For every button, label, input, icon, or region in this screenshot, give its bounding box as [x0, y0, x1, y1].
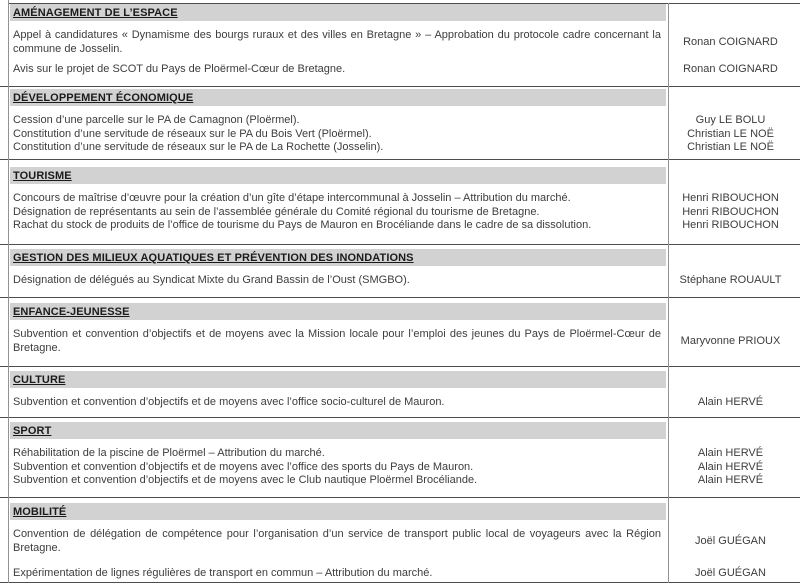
- rapporteur-name: Christian LE NOË: [687, 127, 774, 140]
- section-title: SPORT: [13, 424, 52, 437]
- rapporteur-name: Maryvonne PRIOUX: [680, 334, 781, 347]
- agenda-section: [0, 245, 800, 298]
- agenda-section: [0, 498, 800, 583]
- sections-stack: [0, 3, 800, 583]
- agenda-item-text: Désignation de délégués au Syndicat Mixte du Grand Bassin de l’Oust (SMGBO).: [13, 274, 410, 286]
- rapporteur-cell: [668, 567, 793, 581]
- rapporteur-name: Henri RIBOUCHON: [682, 205, 779, 218]
- rapporteur-cell: [668, 461, 793, 475]
- agenda-item-row: [0, 396, 800, 410]
- agenda-item-text: Concours de maîtrise d’œuvre pour la création d’un gîte d’étape intercommunal à Josselin – Attribution du marché.: [13, 192, 571, 204]
- agenda-item-row: [0, 114, 800, 128]
- agenda-section: [0, 160, 800, 245]
- agenda-item-text: Subvention et convention d’objectifs et de moyens avec la Mission locale pour l’emploi des jeunes du Pays de Ploërmel-Cœur de Bretagne.: [13, 328, 661, 354]
- rapporteur-cell: [668, 474, 793, 488]
- section-header-band: [10, 167, 666, 184]
- agenda-section: [0, 87, 800, 160]
- rapporteur-name: Alain HERVÉ: [697, 396, 764, 408]
- agenda-item-row: [0, 192, 800, 206]
- rapporteur-cell: [668, 274, 793, 288]
- agenda-item-row: [0, 528, 800, 555]
- rapporteur-name: Joël GUÉGAN: [695, 567, 766, 579]
- agenda-item-row: [0, 206, 800, 220]
- rapporteur-name: Joël GUÉGAN: [695, 534, 766, 547]
- agenda-item-text: Convention de délégation de compétence pour l’organisation d’un service de transport public local de voyageurs avec la Région Bretagne.: [13, 528, 661, 554]
- rapporteur-name: Alain HERVÉ: [697, 447, 764, 459]
- section-header-band: [10, 503, 666, 520]
- rapporteur-cell: [668, 141, 793, 155]
- agenda-item-row: [0, 474, 800, 488]
- rapporteur-name: Christian LE NOË: [687, 141, 774, 153]
- agenda-item-row: [0, 328, 800, 355]
- section-title: ENFANCE-JEUNESSE: [13, 305, 130, 318]
- section-header-band: [10, 249, 666, 266]
- agenda-item-row: [0, 447, 800, 461]
- agenda-item-text: Constitution d’une servitude de réseaux sur le PA de La Rochette (Josselin).: [13, 141, 384, 153]
- section-title: CULTURE: [13, 373, 66, 386]
- section-header-band: [10, 422, 666, 439]
- section-items: [0, 447, 800, 488]
- rapporteur-name: Guy LE BOLU: [695, 114, 766, 126]
- agenda-item-text: Désignation de représentants au sein de l’assemblée générale du Comité régional du tourisme de Bretagne.: [13, 205, 540, 218]
- rapporteur-cell: [668, 396, 793, 410]
- table-column-divider-line: [668, 3, 669, 583]
- rapporteur-cell: [668, 128, 793, 142]
- agenda-item-row: [0, 461, 800, 475]
- section-title: GESTION DES MILIEUX AQUATIQUES ET PRÉVENTION DES INONDATIONS: [13, 251, 414, 264]
- table-top-border: [9, 3, 800, 4]
- agenda-item-row: [0, 128, 800, 142]
- rapporteur-cell: [668, 528, 793, 555]
- section-header-band: [10, 4, 666, 21]
- rapporteur-name: Henri RIBOUCHON: [682, 192, 779, 204]
- agenda-item-text: Constitution d’une servitude de réseaux sur le PA du Bois Vert (Ploërmel).: [13, 127, 372, 140]
- agenda-item-row: [0, 29, 800, 56]
- section-items: [0, 396, 800, 410]
- section-items: [0, 328, 800, 355]
- rapporteur-name: Alain HERVÉ: [697, 474, 764, 486]
- agenda-item-text: Avis sur le projet de SCOT du Pays de Ploërmel-Cœur de Bretagne.: [13, 63, 346, 75]
- rapporteur-name: Alain HERVÉ: [697, 460, 764, 473]
- section-items: [0, 114, 800, 155]
- agenda-item-text: Expérimentation de lignes régulières de transport en commun – Attribution du marché.: [13, 567, 433, 579]
- rapporteur-name: Ronan COIGNARD: [683, 35, 778, 48]
- rapporteur-cell: [668, 114, 793, 128]
- agenda-item-text: Subvention et convention d’objectifs et de moyens avec l’office socio-culturel de Mauron.: [13, 396, 445, 408]
- rapporteur-cell: [668, 192, 793, 206]
- section-title: AMÉNAGEMENT DE L’ESPACE: [13, 6, 178, 19]
- rapporteur-name: Henri RIBOUCHON: [682, 219, 779, 231]
- agenda-item-row: [0, 219, 800, 233]
- section-title: MOBILITÉ: [13, 505, 67, 518]
- agenda-item-text: Cession d’une parcelle sur le PA de Camagnon (Ploërmel).: [13, 114, 300, 126]
- section-items: [0, 274, 800, 288]
- agenda-item-text: Subvention et convention d’objectifs et de moyens avec l’office des sports du Pays de Mauron.: [13, 460, 474, 473]
- section-title: TOURISME: [13, 169, 72, 182]
- agenda-item-text: Rachat du stock de produits de l’office de tourisme du Pays de Mauron en Brocéliande dans le cadre de sa dissolution.: [13, 219, 592, 231]
- rapporteur-cell: [668, 447, 793, 461]
- rapporteur-cell: [668, 29, 793, 56]
- rapporteur-cell: [668, 219, 793, 233]
- section-items: [0, 528, 800, 581]
- section-items: [0, 29, 800, 77]
- agenda-section: [0, 367, 800, 418]
- rapporteur-name: Stéphane ROUAULT: [679, 274, 782, 286]
- agenda-section: [0, 298, 800, 367]
- agenda-item-row: [0, 63, 800, 77]
- section-header-band: [10, 303, 666, 320]
- table-left-vertical-line: [8, 0, 9, 583]
- section-title: DÉVELOPPEMENT ÉCONOMIQUE: [13, 91, 194, 104]
- agenda-item-text: Appel à candidatures « Dynamisme des bourgs ruraux et des villes en Bretagne » – Approbation du protocole cadre concernant la commune de Josselin.: [13, 29, 661, 55]
- section-header-band: [10, 89, 666, 106]
- agenda-item-row: [0, 141, 800, 155]
- rapporteur-cell: [668, 63, 793, 77]
- agenda-section: [0, 418, 800, 498]
- rapporteur-name: Ronan COIGNARD: [683, 63, 778, 75]
- agenda-item-text: Réhabilitation de la piscine de Ploërmel – Attribution du marché.: [13, 447, 325, 459]
- agenda-item-text: Subvention et convention d’objectifs et de moyens avec le Club nautique Ploërmel Brocéliande.: [13, 474, 478, 486]
- rapporteur-cell: [668, 328, 793, 355]
- agenda-item-row: [0, 274, 800, 288]
- agenda-section: [0, 3, 800, 87]
- section-items: [0, 192, 800, 233]
- agenda-item-row: [0, 567, 800, 581]
- rapporteur-cell: [668, 206, 793, 220]
- section-header-band: [10, 371, 666, 388]
